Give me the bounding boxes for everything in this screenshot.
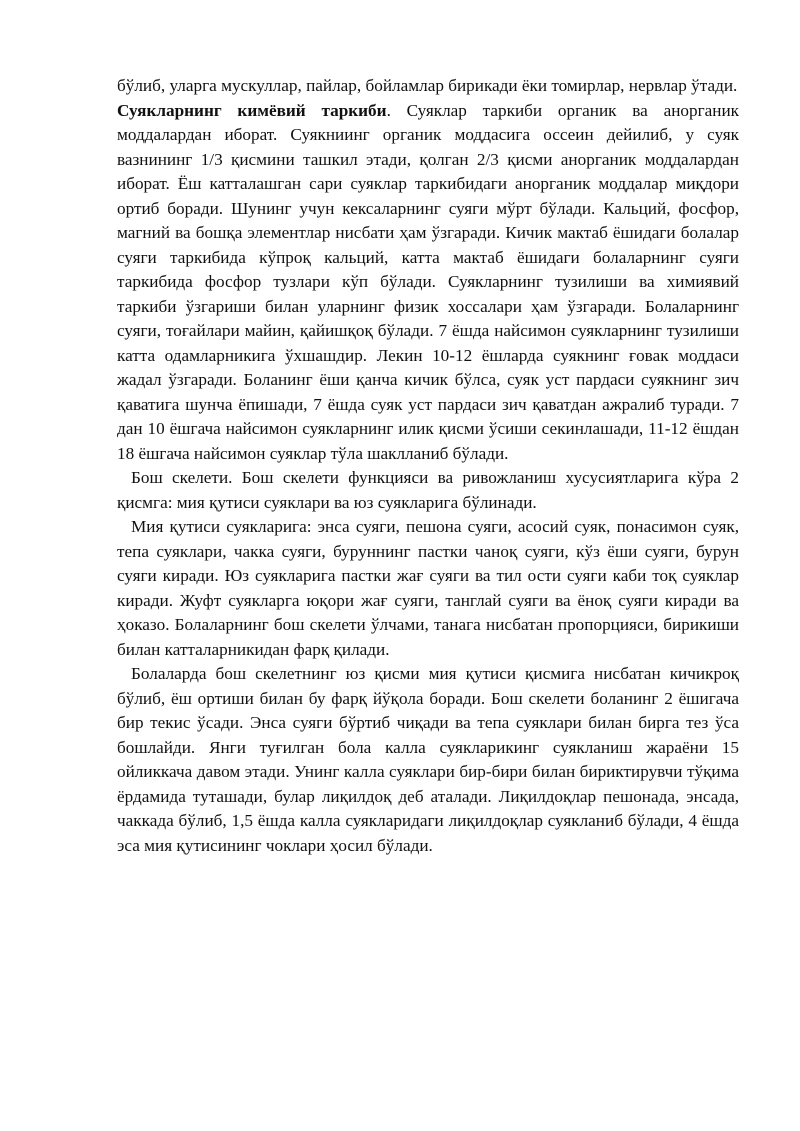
- paragraph-child-skull-development: Болаларда бош скелетнинг юз қисми мия қутиси қисмига нисбатан кичикроқ бўлиб, ёш ортиши билан бу фарқ йўқола боради. Бош скелети боланинг 2 ёшигача бир текис ўсади. Энса суяги бўртиб чиқади ва тепа суяклари билан бирга тез ўса бошлайди. Янги туғилган бола калла суякларикинг суякланиш жараёни 15 ойликкача давом этади. Унинг калла суяклари бир-бири билан бириктирувчи тўқима ёрдамида туташади, булар лиқилдоқ деб аталади. Лиқилдоқлар пешонада, энсада, чаккада бўлиб, 1,5 ёшда калла суякларидаги лиқилдоқлар суякланиб бўлади, 4 ёшда эса мия қутисининг чоклари ҳосил бўлади.: [117, 664, 739, 855]
- document-page: [117, 74, 739, 858]
- paragraph-head-skeleton: Бош скелети. Бош скелети функцияси ва ривожланиш хусусиятларига кўра 2 қисмга: мия қутиси суяклари ва юз суякларига бўлинади.: [117, 468, 739, 512]
- paragraph-cranial-bones: Мия қутиси суякларига: энса суяги, пешона суяги, асосий суяк, понасимон суяк, тепа суяклари, чакка суяги, буруннинг пастки чаноқ суяги, кўз ёши суяги, бурун суяги киради. Юз суякларига пастки жағ суяги ва тил ости суяги каби тоқ суяклар киради. Жуфт суякларга юқори жағ суяги, танглай суяги ва ёноқ суяги киради ва ҳоказо. Болаларнинг бош скелети ўлчами, танага нисбатан пропорцияси, бирикиши билан катталарникидан фарқ қилади.: [117, 517, 739, 659]
- paragraph-chemical-composition: [117, 99, 739, 467]
- paragraph-chemical-composition-text: . Суяклар таркиби органик ва анорганик моддалардан иборат. Суякниинг органик моддасига оссеин дейилиб, у суяк вазнининг 1/3 қисмини ташкил этади, қолган 2/3 қисми анорганик моддалардан иборат. Ёш катталашган сари суяклар таркибидаги анорганик моддалар миқдори ортиб боради. Шунинг учун кексаларнинг суяги мўрт бўлади. Кальций, фосфор, магний ва бошқа элементлар нисбати ҳам ўзгаради. Кичик мактаб ёшидаги болалар суяги таркибида кўпроқ кальций, катта мактаб ёшидаги болаларнинг суяги таркибида фосфор тузлари кўп бўлади. Суякларнинг тузилиши ва химиявий таркиби ўзгариши билан уларнинг физик хоссалари ҳам ўзгаради. Болаларнинг суяги, тоғайлари майин, қайишқоқ бўлади. 7 ёшда найсимон суякларнинг тузилиши катта одамларникига ўхшашдир. Лекин 10-12 ёшларда суякнинг ғовак моддаси жадал ўзгаради. Боланинг ёши қанча кичик бўлса, суяк уст пардаси суякнинг зич қаватига шунча ёпишади, 7 ёшда суяк уст пардаси зич қаватдан ажралиб туради. 7 дан 10 ёшгача найсимон суякларнинг илик қисми ўсиши секинлашади, 11-12 ёшдан 18 ёшгача найсимон суяклар тўла шаклланиб бўлади.: [117, 100, 740, 463]
- paragraph-continuation: бўлиб, уларга мускуллар, пайлар, бойламлар бирикади ёки томирлар, нервлар ўтади.: [117, 76, 738, 95]
- section-heading-chemical-composition: Суякларнинг кимёвий таркиби: [117, 100, 387, 120]
